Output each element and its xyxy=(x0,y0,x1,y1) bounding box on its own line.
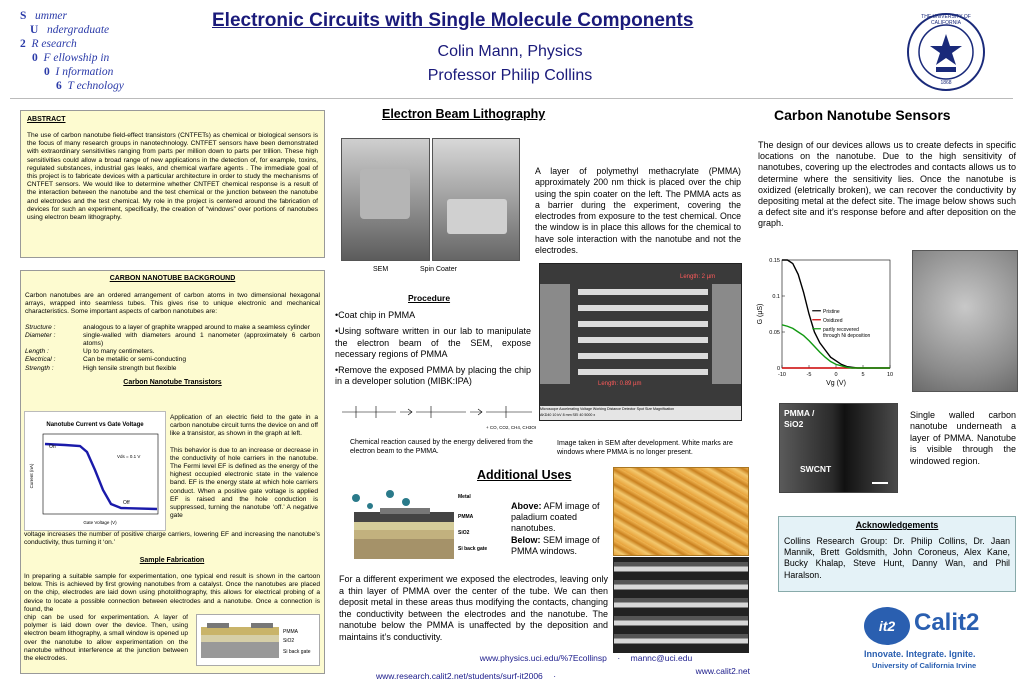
conductance-chart-svg xyxy=(754,252,904,392)
uc-seal-logo xyxy=(906,12,986,92)
photo-label-sem: SEM xyxy=(373,266,389,273)
y-tick-label: 0.1 xyxy=(772,294,780,300)
additional-body: For a different experiment we exposed the electrodes, leaving only a thin layer of PMMA over the center of the tube. We can then deposit metal in these areas thus modifying the contacts, changing the conductivity between the electrodes and the nanotube. The nanotube below the PMMA is unaffected by the deposition and maintains it’s conductivity. xyxy=(339,574,608,642)
defect-site-image xyxy=(912,250,1018,392)
sem-window-stripe xyxy=(578,289,708,295)
sem-caption: Image taken in SEM after development. White marks are windows where PMMA is no longer present. xyxy=(557,440,733,456)
sem-photo xyxy=(341,138,430,261)
x-tick-label: 10 xyxy=(886,372,894,378)
procedure-step: •Remove the exposed PMMA by placing the chip in a developer solution (MIBK:IPA) xyxy=(335,365,531,387)
calit2-logo xyxy=(862,603,1016,675)
afm-image xyxy=(613,467,749,556)
fab-label: Si back gate xyxy=(283,649,311,655)
additional-label: SiO2 xyxy=(458,530,470,536)
procedure-step: •Using software written in our lab to manipulate the electron beam of the SEM, expose necessary regions of PMMA xyxy=(335,326,531,359)
property-row: Strength : High tensile strength but flexible xyxy=(25,364,177,372)
additional-cartoon-svg xyxy=(346,488,506,560)
surf-line: 6 T echnology xyxy=(56,80,124,92)
property-row: Length : Up to many centimeters. xyxy=(25,348,155,356)
iv-graph-title: Nanotube Current vs Gate Voltage xyxy=(46,422,144,428)
acknowledgements-heading: Acknowledgements xyxy=(855,520,939,530)
abstract-heading: ABSTRACT xyxy=(27,116,66,123)
properties-list xyxy=(25,324,320,373)
spin-coater-icon xyxy=(447,199,507,234)
iv-ylabel: Current (nA) xyxy=(29,463,34,489)
transistors-text: Application of an electric field to the gate in a carbon nanotube circuit turns the device on and off like a transistor, as shown in the graph at left. This behavior is due to an increase or decrease in the conductivity of hole carriers in the nanotube. The Fermi level EF is defined as the energy of the highest occupied electronic state in the valence band. EF is the energy state at which hole carriers conduct. When a positive gate voltage is applied EF is raised and the hole conduction is suppressed, turning the nanotube ‘off.’ A negative gate xyxy=(170,414,318,520)
footer-separator: · xyxy=(553,671,557,681)
fab-label: SiO2 xyxy=(283,638,295,644)
fab-cartoon-svg xyxy=(197,615,319,665)
ebl-heading: Electron Beam Lithography xyxy=(382,107,546,121)
additional-label: Metal xyxy=(458,494,471,500)
acknowledgements-body: Collins Research Group: Dr. Philip Collins, Dr. Jaan Mannik, Brett Goldsmith, John Coroneus, Alex Kane, Bucky Khalap, Steve Hunt, Danny Wan, and Phil Haralson. xyxy=(784,536,1010,580)
iv-graph-svg xyxy=(25,412,165,530)
reaction-svg xyxy=(336,398,536,434)
property-row: Diameter : single-walled with diameters around 1 nanometer (approximately 6 carbon atoms) xyxy=(25,331,320,348)
pmma-label: PMMA / SiO2 xyxy=(784,408,815,429)
procedure-steps xyxy=(335,310,531,388)
surf-line: 2 R esearch xyxy=(20,38,77,50)
footer-link-calit2[interactable]: www.calit2.net xyxy=(695,666,750,676)
iv-on-label: On xyxy=(49,444,56,450)
sem-window-stripe xyxy=(578,353,708,359)
chart-xlabel: Vg (V) xyxy=(826,380,846,387)
property-row: Structure : analogous to a layer of graphite wrapped around to make a seamless cylinder xyxy=(25,323,310,331)
author-name: Colin Mann, Physics xyxy=(437,43,583,60)
above-below-text: Above: AFM image of paladium coated nanotubes. Below: SEM image of PMMA windows. xyxy=(511,501,600,556)
iv-xlabel: Gate Voltage (V) xyxy=(83,520,117,525)
legend-entry: partly recovered xyxy=(823,326,859,333)
swcnt-label: SWCNT xyxy=(800,464,832,474)
fab-heading: Sample Fabrication xyxy=(139,557,205,564)
swcnt-image xyxy=(779,403,898,493)
legend-entry: Pristine xyxy=(823,308,840,315)
photo-label-spin-coater: Spin Coater xyxy=(420,266,457,273)
calit2-mark: it2 xyxy=(864,607,910,645)
sem-machine-icon xyxy=(360,169,410,219)
legend-entry-cont: through Ni deposition xyxy=(823,332,871,339)
y-tick-label: 0.15 xyxy=(769,258,780,264)
fab-left-text: chip can be used for experimentation. A layer of polymer is laid down over the device. Then, using electron beam lithography, a small window is opened up over the nanotube to allow experimentation on the nanotube without interference at the junction between the electrodes. xyxy=(24,614,188,663)
reaction-diagram xyxy=(336,398,536,434)
sem-electrode-right xyxy=(712,284,741,384)
surf-line: S ummer xyxy=(20,10,67,22)
additional-label: PMMA xyxy=(458,514,474,520)
ebl-body: A layer of polymethyl methacrylate (PMMA) approximately 200 nm thick is placed over the chip using the spin coater on the left. The PMMA acts as a barrier during the experiment, covering the electrodes from exposure to the test chemical. Once the window is in place this allows for the chemical to have sole interaction with the nanotube and not the electrodes. xyxy=(535,166,741,256)
sem-windows-image xyxy=(539,263,742,421)
additional-heading: Additional Uses xyxy=(477,468,572,482)
footer-email-link[interactable]: mannc@uci.edu xyxy=(630,653,693,663)
calit2-tagline: Innovate. Integrate. Ignite. xyxy=(864,649,976,659)
procedure-heading: Procedure xyxy=(408,293,451,303)
reaction-product: + CO, CO2, CH4, CH3OH xyxy=(486,425,536,430)
y-tick-label: 0 xyxy=(776,366,780,372)
abstract-body: The use of carbon nanotube field-effect transistors (CNTFETs) as chemical or biological sensors is the focus of many research groups in nanotechnology. CNTFET sensors have been demonstrated with extraordinary sensitivities ranging from parts per million down to parts per trillion. These high sensitivities could allow a broad range of new applications in the detection of, for example, toxins, regulated substances, industrial gas leaks, and chemical warfare agents . The immediate goal of this project is to fabricate devices with a particular architecture in order to study the mechanisms of CNTFET sensors. We would like to determine whether CNTFET chemical response is a result of the interaction between the nanotube and the test chemical or the junction between the nanotube and electrodes and the test chemical. My role in the project is centered around the fabrication of devices for such an experiment, specifically, the creation of “windows” over portions of nanotubes using electron beam lithography. xyxy=(27,132,318,222)
footer-links xyxy=(376,648,796,684)
additional-label: Si back gate xyxy=(458,546,488,552)
background-intro: Carbon nanotubes are an ordered arrangement of carbon atoms in two dimensional hexagonal arrays, wrapped into seamless tubes. This gives rise to unique electronic and mechanical characteristics. Some important aspects of carbon nanotubes are: xyxy=(25,292,320,316)
footer-link-physics[interactable]: www.physics.uci.edu/%7Ecollinsp xyxy=(479,653,607,663)
procedure-step: •Coat chip in PMMA xyxy=(335,310,416,320)
x-tick-label: 0 xyxy=(834,372,838,378)
x-tick-label: -10 xyxy=(778,372,786,378)
iv-graph xyxy=(24,411,166,531)
surf-line: U ndergraduate xyxy=(30,24,110,36)
sensors-body: The design of our devices allows us to create defects in specific locations on the nanotube. Due to the high sensitivity of nanotubes, covering up the electrodes and contacts allows us to determine where the sensitivity lies. Once the nanotube is oxidized (eletrically broken), we can recover the conductivity by depositing metal at the defect site. The image below shows such a defect site and it’s response before and after deposition on the graph. xyxy=(758,140,1016,229)
fab-cartoon xyxy=(196,614,320,666)
seal-text: THE UNIVERSITY OF CALIFORNIA xyxy=(921,14,971,26)
fab-label: PMMA xyxy=(283,629,298,635)
x-tick-label: -5 xyxy=(806,372,812,378)
sem-length-top: Length: 2 µm xyxy=(680,274,716,280)
conductance-chart xyxy=(754,252,904,392)
property-row: Electrical : Can be metallic or semi-conducting xyxy=(25,356,186,364)
surf-line: 0 I nformation xyxy=(44,66,114,78)
sem-window-stripe xyxy=(578,321,708,327)
background-heading: CARBON NANOTUBE BACKGROUND xyxy=(109,275,236,282)
x-tick-label: 5 xyxy=(861,372,865,378)
surf-acronym xyxy=(20,9,124,93)
sem-length-bottom: Length: 0.89 µm xyxy=(598,381,642,387)
footer-link-research[interactable]: www.research.calit2.net/students/surf-it2006 xyxy=(376,671,543,681)
abstract-box xyxy=(20,110,325,258)
legend-entry: Oxidized xyxy=(823,317,843,324)
chart-ylabel: G (µS) xyxy=(757,303,764,325)
y-tick-label: 0.05 xyxy=(769,330,780,336)
transistors-bottom-text: voltage increases the number of positive charge carriers, lowering EF and increasing the nanotube’s conductivity, thus turning it ‘on.’ xyxy=(24,531,320,547)
poster-title: Electronic Circuits with Single Molecule Components xyxy=(212,10,694,31)
sem-window-stripe xyxy=(578,369,708,375)
advisor-name: Professor Philip Collins xyxy=(427,67,593,84)
acknowledgements-box xyxy=(778,516,1016,592)
sem-window-stripe xyxy=(578,337,708,343)
additional-cartoon xyxy=(346,488,506,560)
transistors-heading: Carbon Nanotube Transistors xyxy=(123,378,222,386)
sem-info-bar: Microscope Accelerating Voltage Working Distance Detector Spot Size Magnification AKD40 10 kV 8 mm SEI 40 5000 x xyxy=(540,406,741,420)
swcnt-description: Single walled carbon nanotube underneath a layer of PMMA. Nanotube is visible through the windowed region. xyxy=(910,410,1016,466)
iv-off-label: Off xyxy=(123,500,130,506)
sem-electrode-left xyxy=(540,284,570,384)
sem-window-stripe xyxy=(578,305,708,311)
spin-coater-photo xyxy=(432,138,520,261)
scale-bar xyxy=(872,482,888,484)
footer-separator: · xyxy=(617,653,621,663)
sensors-heading: Carbon Nanotube Sensors xyxy=(774,107,951,123)
calit2-name: Calit2 xyxy=(914,609,980,636)
sem-pmma-windows-image xyxy=(613,557,749,653)
seal-year: 1868 xyxy=(940,80,952,86)
surf-line: 0 F ellowship in xyxy=(32,52,110,64)
reaction-caption: Chemical reaction caused by the energy delivered from the electron beam to the PMMA. xyxy=(350,439,533,455)
header-divider xyxy=(10,98,1013,99)
fab-body: In preparing a suitable sample for experimentation, one typical end result is shown in the cartoon below. This is achieved by first growing nanotubes from a catalyst. Once the nanotubes are placed on the chip, electrodes are laid down using photolithography, this allows for electrical probing of a device to locate a possible connection between electrodes and a nanotube. Once a connection is found, the xyxy=(24,573,320,613)
calit2-univ: University of California Irvine xyxy=(872,661,977,670)
iv-vds-label: Vds = 0.1 V xyxy=(117,454,141,459)
